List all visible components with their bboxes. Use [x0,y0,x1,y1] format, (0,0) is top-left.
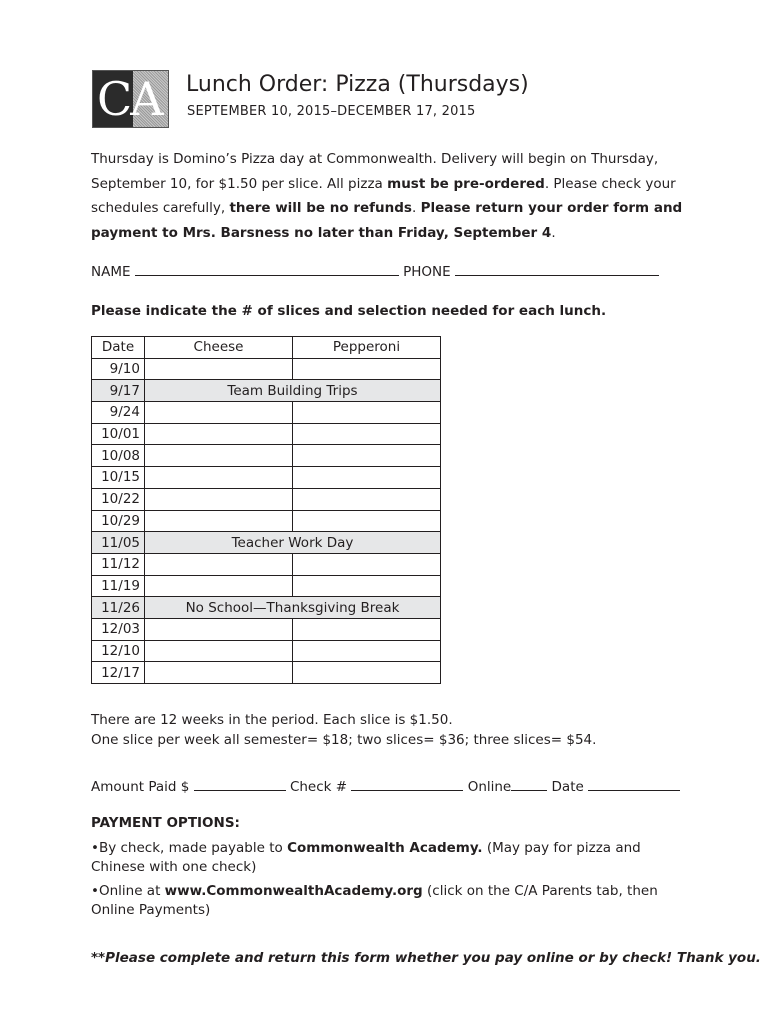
table-row [92,423,441,445]
table-row [92,662,441,684]
payment-fields [91,777,680,795]
online-field[interactable] [511,777,547,791]
option-online: •Online at www.CommonwealthAcademy.org (click on the C/A Parents tab, then Online Payments) [91,883,658,918]
logo-letters: CA [97,72,162,126]
phone-field[interactable] [455,262,659,276]
row-note: Team Building Trips [145,380,441,402]
row-date: 11/05 [92,532,145,554]
table-row [92,358,441,380]
check-field[interactable] [351,777,463,791]
row-date: 12/03 [92,618,145,640]
header-date: Date [92,337,145,359]
table-row [92,402,441,424]
pricing-line-1: There are 12 weeks in the period. Each slice is $1.50. [91,712,453,728]
date-label: Date [551,779,584,795]
pepperoni-cell[interactable] [293,553,441,575]
cheese-cell[interactable] [145,640,293,662]
pepperoni-cell[interactable] [293,618,441,640]
cheese-cell[interactable] [145,358,293,380]
row-date: 12/10 [92,640,145,662]
row-date: 9/17 [92,380,145,402]
name-label: NAME [91,264,131,280]
pepperoni-cell[interactable] [293,467,441,489]
pepperoni-cell[interactable] [293,402,441,424]
pepperoni-cell[interactable] [293,640,441,662]
cheese-cell[interactable] [145,510,293,532]
cheese-cell[interactable] [145,467,293,489]
header-cheese: Cheese [145,337,293,359]
name-field[interactable] [135,262,399,276]
row-note: No School—Thanksgiving Break [145,597,441,619]
pepperoni-cell[interactable] [293,445,441,467]
closing-note: **Please complete and return this form whether you pay online or by check! Thank you. [91,950,761,966]
table-row [92,532,441,554]
pepperoni-cell[interactable] [293,575,441,597]
table-row [92,575,441,597]
pepperoni-cell[interactable] [293,488,441,510]
payment-options-heading: PAYMENT OPTIONS: [91,815,240,831]
website-link[interactable]: www.CommonwealthAcademy.org [164,883,423,899]
table-row [92,597,441,619]
cheese-cell[interactable] [145,423,293,445]
table-row [92,467,441,489]
cheese-cell[interactable] [145,488,293,510]
row-date: 11/26 [92,597,145,619]
table-header-row [92,337,441,359]
date-field[interactable] [588,777,680,791]
check-label: Check # [289,779,348,795]
pricing-info [91,710,596,750]
cheese-cell[interactable] [145,402,293,424]
pricing-line-2: One slice per week all semester= $18; two slices= $36; three slices= $54. [91,732,597,748]
row-date: 10/15 [92,467,145,489]
cheese-cell[interactable] [145,445,293,467]
row-date: 11/12 [92,553,145,575]
cheese-cell[interactable] [145,618,293,640]
contact-fields [91,262,659,280]
row-date: 10/01 [92,423,145,445]
table-row [92,510,441,532]
table-instruction: Please indicate the # of slices and selection needed for each lunch. [91,303,607,319]
cheese-cell[interactable] [145,662,293,684]
header-pepperoni: Pepperoni [293,337,441,359]
row-date: 10/29 [92,510,145,532]
row-date: 11/19 [92,575,145,597]
row-date: 10/22 [92,488,145,510]
table-row [92,640,441,662]
amount-field[interactable] [194,777,286,791]
ca-logo [92,70,169,128]
cheese-cell[interactable] [145,553,293,575]
row-date: 9/24 [92,402,145,424]
row-date: 12/17 [92,662,145,684]
amount-label: Amount Paid $ [91,779,190,795]
pepperoni-cell[interactable] [293,423,441,445]
table-row [92,488,441,510]
pepperoni-cell[interactable] [293,358,441,380]
page-title: Lunch Order: Pizza (Thursdays) [186,72,529,97]
pepperoni-cell[interactable] [293,510,441,532]
phone-label: PHONE [403,264,451,280]
pepperoni-cell[interactable] [293,662,441,684]
online-label: Online [467,779,512,795]
date-range: SEPTEMBER 10, 2015–DECEMBER 17, 2015 [187,104,476,119]
table-row [92,380,441,402]
option-check: •By check, made payable to Commonwealth Academy. (May pay for pizza and Chinese with one check) [91,840,641,875]
cheese-cell[interactable] [145,575,293,597]
intro-paragraph: Thursday is Domino’s Pizza day at Commonwealth. Delivery will begin on Thursday, September 10, for $1.50 per slice. All pizza must be pre-ordered. Please check your schedules carefully, there will be no refunds. Please return your order form and payment to Mrs. Barsness no later than Friday, September 4. [91,151,683,241]
table-row [92,618,441,640]
row-date: 10/08 [92,445,145,467]
row-note: Teacher Work Day [145,532,441,554]
order-table [91,336,441,684]
row-date: 9/10 [92,358,145,380]
table-row [92,553,441,575]
table-row [92,445,441,467]
